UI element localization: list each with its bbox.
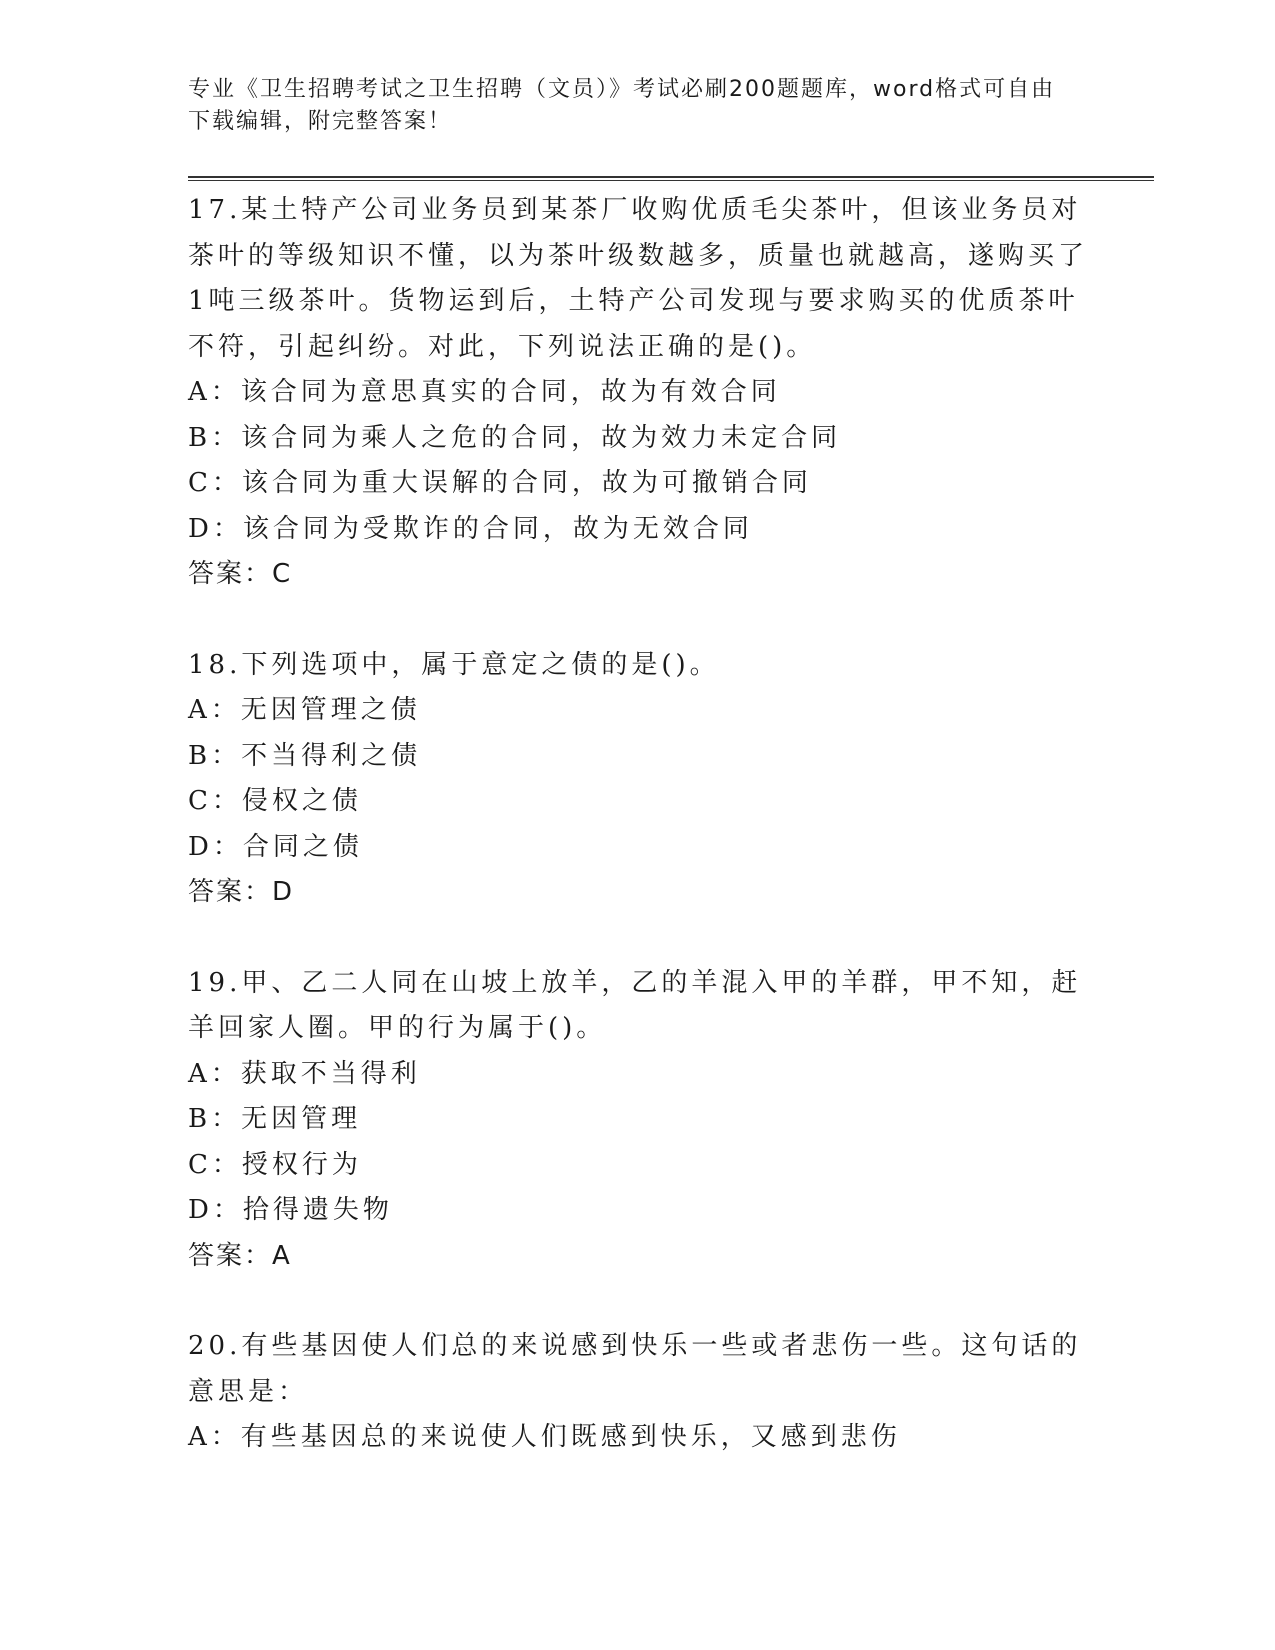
header-divider (188, 176, 1154, 181)
question-stem: 17.某土特产公司业务员到某茶厂收购优质毛尖茶叶，但该业务员对茶叶的等级知识不懂，以为茶叶级数越多，质量也就越高，遂购买了1吨三级茶叶。货物运到后，土特产公司发现与要求购买的优质茶叶不符，引起纠纷。对此，下列说法正确的是()。 (188, 195, 1089, 362)
option-c: C：授权行为 (188, 1149, 362, 1180)
question-stem: 18.下列选项中，属于意定之债的是()。 (188, 649, 720, 680)
question-stem: 19.甲、乙二人同在山坡上放羊，乙的羊混入甲的羊群，甲不知，赶羊回家人圈。甲的行为属于()。 (188, 967, 1082, 1043)
option-d: D：拾得遗失物 (188, 1195, 393, 1225)
question-19 (188, 961, 1088, 1280)
option-a: A：获取不当得利 (188, 1058, 421, 1089)
question-stem: 20.有些基因使人们总的来说感到快乐一些或者悲伤一些。这句话的意思是： (188, 1331, 1082, 1407)
question-17 (188, 188, 1088, 598)
question-20 (188, 1324, 1088, 1461)
option-a: A：该合同为意思真实的合同，故为有效合同 (188, 377, 781, 407)
question-list (188, 188, 1088, 1506)
option-b: B：无因管理 (188, 1104, 362, 1134)
question-18 (188, 643, 1088, 916)
option-b: B：不当得利之债 (188, 740, 422, 771)
answer-text: 答案：D (188, 877, 295, 907)
option-d: D：该合同为受欺诈的合同，故为无效合同 (188, 513, 753, 544)
answer-text: 答案：A (188, 1240, 292, 1271)
document-header: 专业《卫生招聘考试之卫生招聘（文员）》考试必刷200题题库，word格式可自由下载编辑，附完整答案！ (188, 77, 1056, 134)
option-a: A：有些基因总的来说使人们既感到快乐，又感到悲伤 (188, 1422, 901, 1452)
option-c: C：该合同为重大误解的合同，故为可撤销合同 (188, 468, 812, 498)
option-b: B：该合同为乘人之危的合同，故为效力未定合同 (188, 422, 842, 453)
option-c: C：侵权之债 (188, 786, 362, 816)
option-d: D：合同之债 (188, 831, 363, 862)
answer-text: 答案：C (188, 559, 293, 589)
option-a: A：无因管理之债 (188, 695, 421, 725)
